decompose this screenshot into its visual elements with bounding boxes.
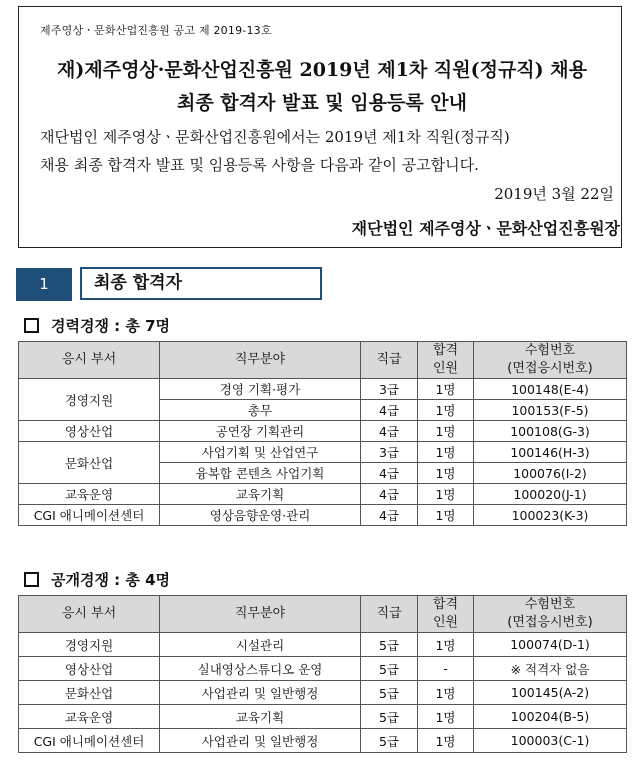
cell-count: 1명	[418, 463, 474, 484]
cell-exam-no: 100074(D-1)	[474, 633, 627, 657]
career-table	[18, 341, 627, 526]
cell-dept: 문화산업	[19, 442, 160, 484]
cell-dept: 교육운영	[19, 484, 160, 505]
group-heading-text: 공개경쟁 : 총 4명	[51, 571, 171, 589]
cell-grade: 4급	[361, 484, 418, 505]
cell-count: 1명	[418, 379, 474, 400]
cell-count: 1명	[418, 505, 474, 526]
table-row	[19, 421, 627, 442]
cell-field: 사업관리 및 일반행정	[160, 729, 361, 753]
cell-field: 시설관리	[160, 633, 361, 657]
cell-field: 교육기획	[160, 705, 361, 729]
notice-org: 재단법인 제주영상ㆍ문화산업진흥원장	[351, 219, 620, 238]
cell-exam-no: 100020(J-1)	[474, 484, 627, 505]
checkbox-icon	[24, 572, 39, 587]
notice-date: 2019년 3월 22일	[494, 185, 614, 203]
cell-grade: 5급	[361, 729, 418, 753]
cell-grade: 4급	[361, 421, 418, 442]
cell-field: 실내영상스튜디오 운영	[160, 657, 361, 681]
cell-count: 1명	[418, 705, 474, 729]
table-row	[19, 379, 627, 400]
cell-count: 1명	[418, 400, 474, 421]
section-number: 1	[16, 268, 72, 301]
cell-exam-no: 100023(K-3)	[474, 505, 627, 526]
group-heading-text: 경력경쟁 : 총 7명	[51, 317, 171, 335]
cell-count: 1명	[418, 484, 474, 505]
header-dept: 응시 부서	[19, 342, 160, 379]
header-exam-no: 수험번호 (면접응시번호)	[474, 342, 627, 379]
table-row	[19, 505, 627, 526]
cell-count: 1명	[418, 421, 474, 442]
cell-field: 총무	[160, 400, 361, 421]
cell-field: 공연장 기획관리	[160, 421, 361, 442]
header-count: 합격 인원	[418, 342, 474, 379]
cell-grade: 3급	[361, 442, 418, 463]
cell-exam-no: 100003(C-1)	[474, 729, 627, 753]
table-row	[19, 705, 627, 729]
cell-dept: 경영지원	[19, 379, 160, 421]
cell-count: 1명	[418, 633, 474, 657]
header-field: 직무분야	[160, 342, 361, 379]
cell-count: 1명	[418, 442, 474, 463]
cell-grade: 5급	[361, 633, 418, 657]
section-title: 최종 합격자	[80, 267, 322, 300]
cell-dept: 영상산업	[19, 421, 160, 442]
cell-count: 1명	[418, 681, 474, 705]
cell-field: 영상음향운영·관리	[160, 505, 361, 526]
cell-exam-no: 100153(F-5)	[474, 400, 627, 421]
cell-dept: CGI 애니메이션센터	[19, 505, 160, 526]
checkbox-icon	[24, 318, 39, 333]
header-field: 직무분야	[160, 596, 361, 633]
cell-exam-no: ※ 적격자 없음	[474, 657, 627, 681]
cell-grade: 5급	[361, 705, 418, 729]
cell-dept: CGI 애니메이션센터	[19, 729, 160, 753]
cell-grade: 4급	[361, 505, 418, 526]
group-heading-career	[24, 315, 170, 336]
cell-field: 교육기획	[160, 484, 361, 505]
header-grade: 직급	[361, 596, 418, 633]
cell-dept: 영상산업	[19, 657, 160, 681]
open-table	[18, 595, 627, 753]
cell-count: -	[418, 657, 474, 681]
header-dept: 응시 부서	[19, 596, 160, 633]
header-grade: 직급	[361, 342, 418, 379]
notice-title-line2: 최종 합격자 발표 및 임용등록 안내	[176, 92, 468, 114]
table-row	[19, 681, 627, 705]
cell-grade: 4급	[361, 400, 418, 421]
table-row	[19, 657, 627, 681]
cell-dept: 문화산업	[19, 681, 160, 705]
cell-grade: 5급	[361, 657, 418, 681]
table-row	[19, 633, 627, 657]
table-row	[19, 442, 627, 463]
cell-field: 사업기획 및 산업연구	[160, 442, 361, 463]
notice-number: 제주영상ㆍ문화산업진흥원 공고 제 2019-13호	[40, 24, 272, 37]
header-count: 합격 인원	[418, 596, 474, 633]
cell-exam-no: 100145(A-2)	[474, 681, 627, 705]
notice-body-line1: 재단법인 제주영상ㆍ문화산업진흥원에서는 2019년 제1차 직원(정규직)	[40, 128, 510, 146]
cell-exam-no: 100148(E-4)	[474, 379, 627, 400]
cell-dept: 경영지원	[19, 633, 160, 657]
cell-dept: 교육운영	[19, 705, 160, 729]
cell-field: 융복합 콘텐츠 사업기획	[160, 463, 361, 484]
header-exam-no: 수험번호 (면접응시번호)	[474, 596, 627, 633]
cell-exam-no: 100076(I-2)	[474, 463, 627, 484]
cell-exam-no: 100204(B-5)	[474, 705, 627, 729]
notice-body-line2: 채용 최종 합격자 발표 및 임용등록 사항을 다음과 같이 공고합니다.	[40, 156, 479, 174]
cell-exam-no: 100146(H-3)	[474, 442, 627, 463]
cell-grade: 3급	[361, 379, 418, 400]
cell-field: 사업관리 및 일반행정	[160, 681, 361, 705]
group-heading-open	[24, 569, 170, 590]
cell-grade: 4급	[361, 463, 418, 484]
table-row	[19, 729, 627, 753]
cell-grade: 5급	[361, 681, 418, 705]
table-row	[19, 484, 627, 505]
cell-field: 경영 기획·평가	[160, 379, 361, 400]
cell-count: 1명	[418, 729, 474, 753]
notice-title-line1: 재)제주영상·문화산업진흥원 2019년 제1차 직원(정규직) 채용	[57, 59, 587, 81]
cell-exam-no: 100108(G-3)	[474, 421, 627, 442]
